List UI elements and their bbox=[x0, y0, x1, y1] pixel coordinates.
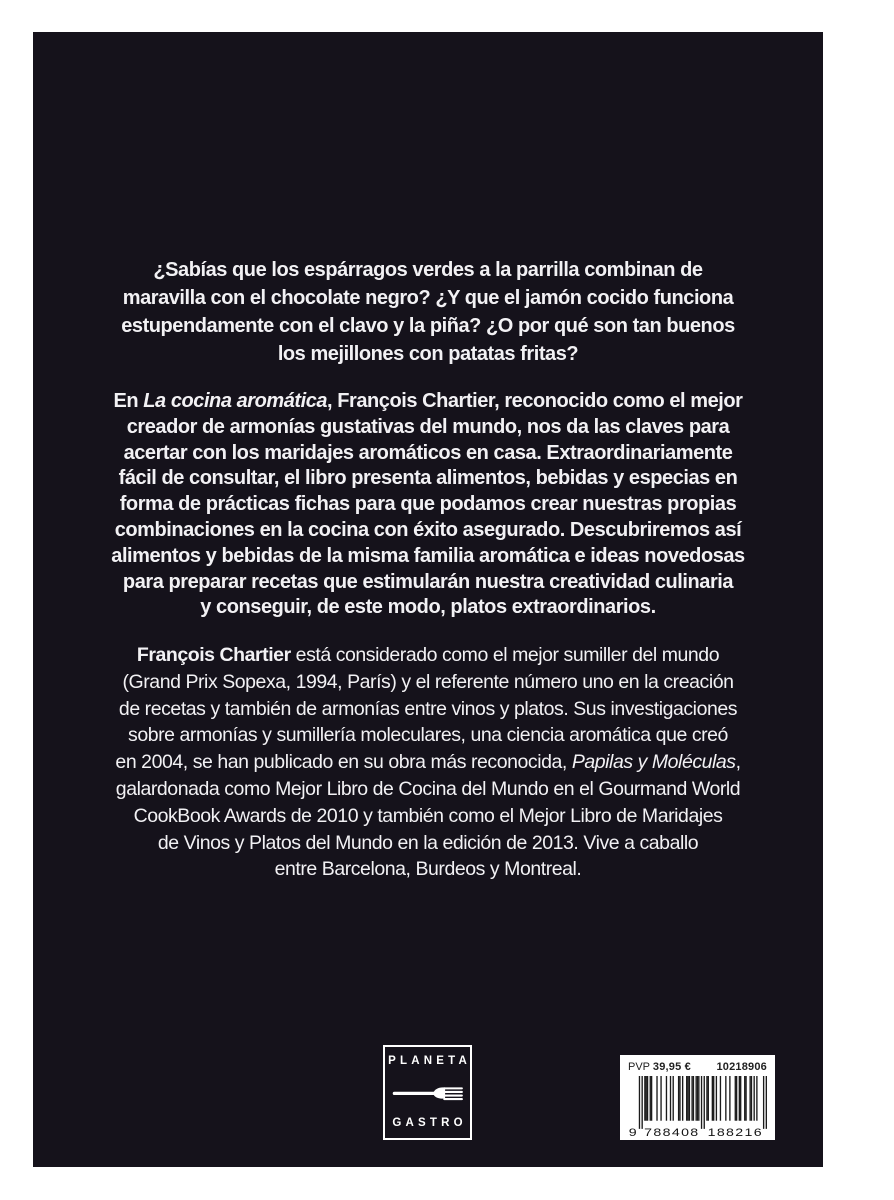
text-line: creador de armonías gustativas del mundo, nos da las claves para bbox=[126, 415, 730, 438]
text-line: CookBook Awards de 2010 y también como el Mejor Libro de Maridajes bbox=[133, 804, 723, 827]
text-line: forma de prácticas fichas para que podamos crear nuestras propias bbox=[119, 493, 737, 516]
text-line: combinaciones en la cocina con éxito asegurado. Descubriremos así bbox=[114, 518, 742, 541]
text-line: estupendamente con el clavo y la piña? ¿O por qué son tan buenos bbox=[121, 315, 735, 337]
publisher-logo bbox=[383, 1045, 472, 1140]
text-line: entre Barcelona, Burdeos y Montreal. bbox=[274, 858, 582, 881]
text-line: François Chartier está considerado como el mejor sumiller del mundo bbox=[136, 644, 720, 666]
isbn-lead-digit: 9 bbox=[628, 1126, 637, 1137]
fork-icon bbox=[391, 1085, 465, 1101]
text-line: fácil de consultar, el libro presenta alimentos, bebidas y especias en bbox=[118, 467, 738, 490]
text-line: sobre armonías y sumillería moleculares, una ciencia aromática que creó bbox=[128, 724, 728, 747]
isbn-group-2: 188216 bbox=[707, 1126, 762, 1137]
text-line: de recetas y también de armonías entre vinos y platos. Sus investigaciones bbox=[118, 697, 738, 720]
text-line: los mejillones con patatas fritas? bbox=[277, 343, 579, 365]
ean13-barcode bbox=[628, 1076, 767, 1137]
text-line: en 2004, se han publicado en su obra más reconocida, Papilas y Moléculas, bbox=[115, 751, 741, 774]
price-row bbox=[628, 1061, 767, 1073]
text-line: acertar con los maridajes aromáticos en casa. Extraordinariamente bbox=[123, 441, 733, 464]
price bbox=[628, 1061, 691, 1073]
price-value: 39,95 € bbox=[652, 1061, 691, 1073]
paragraph-book-description bbox=[33, 389, 823, 621]
paragraph-author-bio bbox=[33, 642, 823, 883]
product-code: 10218906 bbox=[716, 1061, 767, 1073]
publisher-name-top: PLANETA bbox=[388, 1055, 472, 1067]
text-line: y conseguir, de este modo, platos extraordinarios. bbox=[200, 596, 656, 619]
text-line: En La cocina aromática, François Chartier, reconocido como el mejor bbox=[113, 390, 743, 412]
paragraph-intro bbox=[33, 256, 823, 368]
text-line: alimentos y bebidas de la misma familia aromática e ideas novedosas bbox=[111, 544, 745, 567]
publisher-name-bottom: GASTRO bbox=[392, 1116, 467, 1129]
price-barcode-box bbox=[620, 1055, 775, 1140]
text-line: maravilla con el chocolate negro? ¿Y que el jamón cocido funciona bbox=[122, 287, 734, 309]
text-line: (Grand Prix Sopexa, 1994, París) y el referente número uno en la creación bbox=[122, 670, 734, 693]
text-line: galardonada como Mejor Libro de Cocina del Mundo en el Gourmand World bbox=[115, 777, 741, 800]
text-line: para preparar recetas que estimularán nuestra creatividad culinaria bbox=[122, 570, 734, 593]
text-line: ¿Sabías que los espárragos verdes a la parrilla combinan de bbox=[153, 259, 703, 281]
pvp-label: PVP bbox=[628, 1061, 650, 1073]
text-line: de Vinos y Platos del Mundo en la edición de 2013. Vive a caballo bbox=[157, 831, 699, 854]
book-back-cover bbox=[33, 32, 823, 1167]
isbn-group-1: 788408 bbox=[644, 1126, 699, 1137]
